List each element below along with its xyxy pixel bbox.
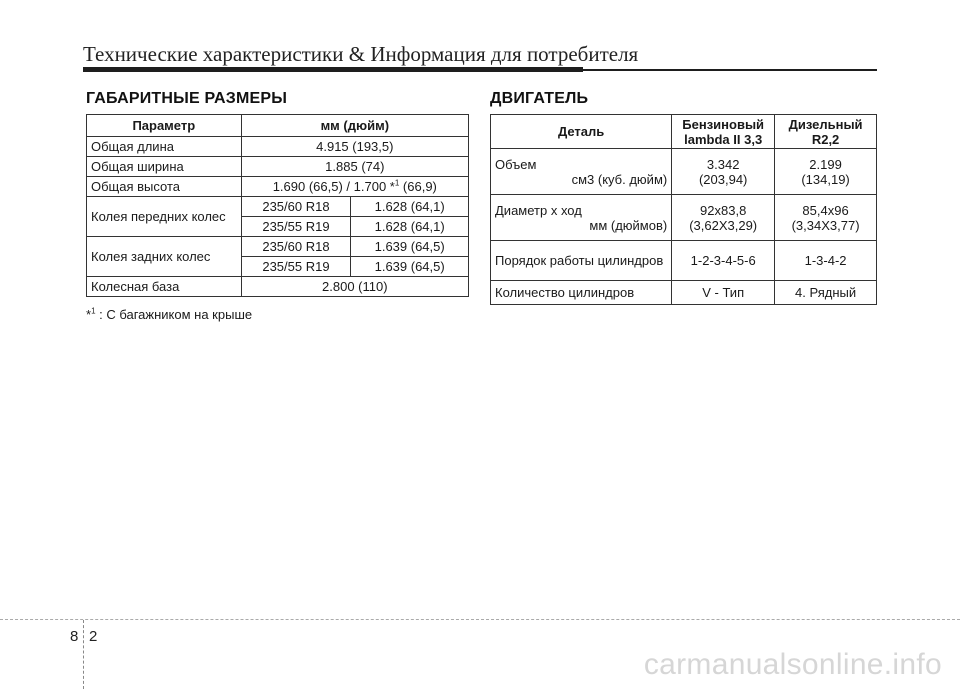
row-label-cell bbox=[491, 195, 672, 241]
header-rule bbox=[83, 67, 583, 72]
table-header-row bbox=[491, 115, 877, 149]
petrol-value bbox=[672, 149, 775, 195]
table-row bbox=[87, 177, 469, 197]
row-label: Количество цилиндров bbox=[491, 281, 672, 305]
column-header-petrol bbox=[672, 115, 775, 149]
table-row bbox=[491, 241, 877, 281]
row-label: Общая высота bbox=[87, 177, 242, 197]
tire-size: 235/55 R19 bbox=[241, 257, 351, 277]
height-value-b: (66,9) bbox=[399, 179, 437, 194]
value-line: 3.342 bbox=[706, 156, 740, 172]
value-line: (3,62X3,29) bbox=[689, 217, 758, 233]
tire-size: 235/55 R19 bbox=[241, 217, 351, 237]
table-row bbox=[87, 137, 469, 157]
petrol-value: 1-2-3-4-5-6 bbox=[672, 241, 775, 281]
row-value: 1.639 (64,5) bbox=[351, 237, 469, 257]
page-number-page: 2 bbox=[89, 628, 98, 645]
header-rule-thin bbox=[583, 69, 877, 71]
table-row bbox=[87, 157, 469, 177]
diesel-value bbox=[775, 149, 877, 195]
row-value: 1.639 (64,5) bbox=[351, 257, 469, 277]
column-header-diesel bbox=[775, 115, 877, 149]
header-line: lambda II 3,3 bbox=[684, 131, 763, 147]
row-value: 1.628 (64,1) bbox=[351, 217, 469, 237]
value-line: (134,19) bbox=[801, 171, 850, 187]
row-label: Порядок работы цилиндров bbox=[491, 241, 672, 281]
table-row bbox=[491, 195, 877, 241]
diesel-value bbox=[775, 195, 877, 241]
row-unit: мм (дюймов) bbox=[589, 217, 668, 233]
height-value-a: 1.690 (66,5) / 1.700 * bbox=[272, 179, 395, 194]
dimensions-table bbox=[86, 114, 469, 297]
footnote-star: * bbox=[86, 307, 92, 322]
header-line: Дизельный bbox=[788, 116, 863, 132]
row-unit: см3 (куб. дюйм) bbox=[571, 171, 668, 187]
row-label: Общая длина bbox=[87, 137, 242, 157]
header-line: Бензиновый bbox=[682, 116, 765, 132]
engine-title: ДВИГАТЕЛЬ bbox=[490, 90, 589, 107]
row-label: Колея передних колес bbox=[87, 197, 242, 237]
column-header-part: Деталь bbox=[491, 115, 672, 149]
tire-size: 235/60 R18 bbox=[241, 237, 351, 257]
table-row bbox=[491, 149, 877, 195]
row-value: 4.915 (193,5) bbox=[241, 137, 468, 157]
table-row bbox=[87, 237, 469, 257]
diesel-value: 4. Рядный bbox=[775, 281, 877, 305]
table-row bbox=[87, 197, 469, 217]
page-header-title: Технические характеристики & Информация для потребителя bbox=[83, 42, 639, 66]
row-label: Колесная база bbox=[87, 277, 242, 297]
page-gutter-line bbox=[83, 620, 85, 689]
row-label: Объем bbox=[495, 156, 537, 172]
table-row bbox=[491, 281, 877, 305]
table-row bbox=[87, 277, 469, 297]
value-line: 2.199 bbox=[809, 156, 842, 172]
column-header-parameter: Параметр bbox=[87, 115, 242, 137]
row-label: Колея задних колес bbox=[87, 237, 242, 277]
petrol-value: V - Тип bbox=[672, 281, 775, 305]
row-label: Общая ширина bbox=[87, 157, 242, 177]
table-header-row bbox=[87, 115, 469, 137]
row-value bbox=[241, 177, 468, 197]
value-line: 92x83,8 bbox=[700, 202, 747, 218]
row-value: 1.885 (74) bbox=[241, 157, 468, 177]
page-number-chapter: 8 bbox=[70, 628, 79, 645]
footnote-text: : С багажником на крыше bbox=[95, 307, 253, 322]
row-value: 2.800 (110) bbox=[241, 277, 468, 297]
value-line: (3,34X3,77) bbox=[791, 217, 860, 233]
value-line: 85,4x96 bbox=[802, 202, 849, 218]
watermark: carmanualsonline.info bbox=[643, 648, 942, 681]
footnote bbox=[86, 307, 252, 322]
engine-table bbox=[490, 114, 877, 305]
footnote-marker: 1 bbox=[394, 178, 400, 188]
row-label-cell bbox=[491, 149, 672, 195]
footnote-sup: 1 bbox=[91, 306, 96, 316]
dimensions-title: ГАБАРИТНЫЕ РАЗМЕРЫ bbox=[86, 90, 288, 107]
petrol-value bbox=[672, 195, 775, 241]
diesel-value: 1-3-4-2 bbox=[775, 241, 877, 281]
tire-size: 235/60 R18 bbox=[241, 197, 351, 217]
value-line: (203,94) bbox=[698, 171, 748, 187]
page-trim-line bbox=[0, 619, 960, 620]
row-value: 1.628 (64,1) bbox=[351, 197, 469, 217]
header-line: R2,2 bbox=[811, 131, 840, 147]
row-label: Диаметр х ход bbox=[495, 202, 582, 218]
column-header-mm: мм (дюйм) bbox=[241, 115, 468, 137]
